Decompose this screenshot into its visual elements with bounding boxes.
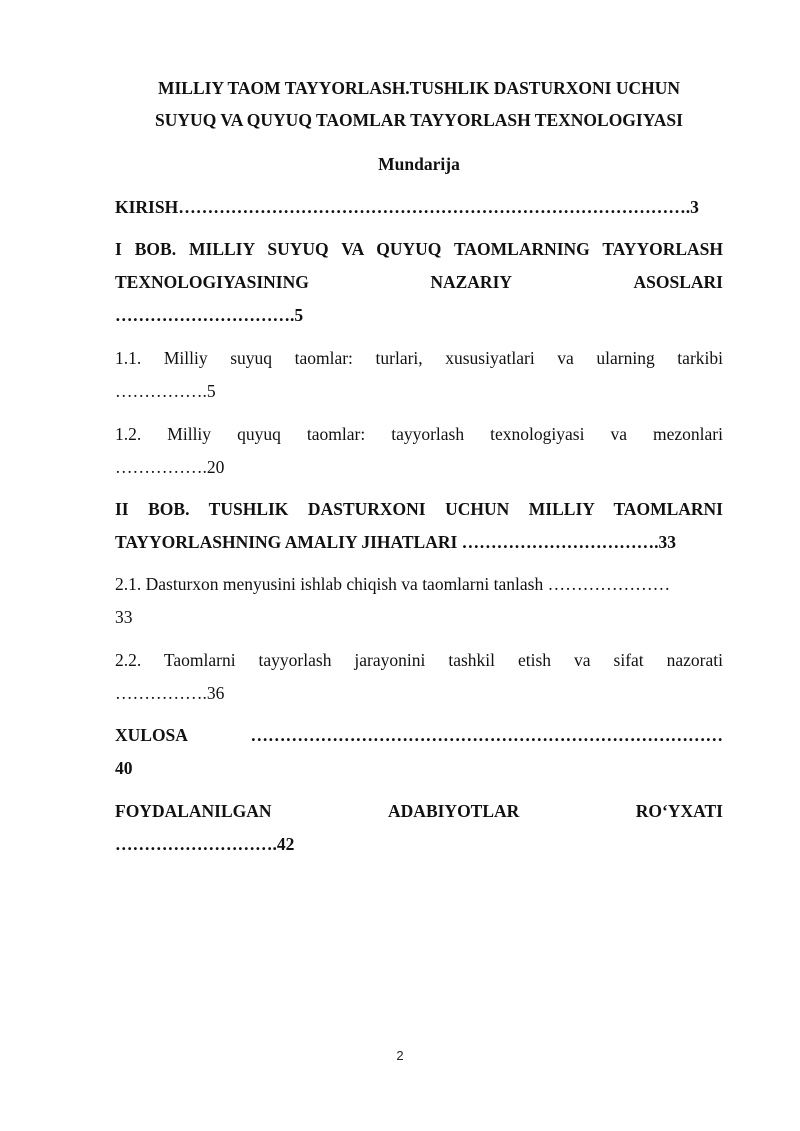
toc-2-1-line-1: 2.1. Dasturxon menyusini ishlab chiqish va taomlarni tanlash ………………… <box>115 574 671 594</box>
toc-entry-references <box>115 795 723 861</box>
toc-references-line-1 <box>115 795 723 828</box>
toc-xulosa-label: XULOSA <box>115 725 188 745</box>
toc-1-1-line-2: …………….5 <box>115 381 216 401</box>
toc-bob1-line-3: ………………………….5 <box>115 305 304 325</box>
toc-entry-2-2 <box>115 644 723 710</box>
toc-references-word-2: ADABIYOTLAR <box>388 801 520 821</box>
toc-bob1-line-1: I BOB. MILLIY SUYUQ VA QUYUQ TAOMLARNING TAYYORLASH <box>115 239 723 259</box>
contents-heading: Mundarija <box>378 154 460 174</box>
toc-1-2-line-1: 1.2. Milliy quyuq taomlar: tayyorlash texnologiyasi va mezonlari <box>115 424 723 444</box>
toc-2-2-line-2: …………….36 <box>115 683 225 703</box>
toc-entry-2-1 <box>115 568 723 634</box>
toc-bob1-word-2: NAZARIY <box>430 272 513 292</box>
toc-bob1-line-2 <box>115 266 723 299</box>
document-title-line-2: SUYUQ VA QUYUQ TAOMLAR TAYYORLASH TEXNOLOGIYASI <box>155 110 683 130</box>
toc-entry-1-1 <box>115 342 723 408</box>
toc-kirish-text: KIRISH…………………………………………………………………………….3 <box>115 197 699 217</box>
toc-1-2-line-2: …………….20 <box>115 457 225 477</box>
toc-1-1-line-1: 1.1. Milliy suyuq taomlar: turlari, xususiyatlari va ularning tarkibi <box>115 348 723 368</box>
toc-2-1-line-2: 33 <box>115 607 133 627</box>
toc-xulosa-dots: ……………………………………………………………………… <box>250 725 723 745</box>
toc-references-line-2: ……………………….42 <box>115 834 295 854</box>
toc-entry-xulosa <box>115 719 723 785</box>
document-title-line-1: MILLIY TAOM TAYYORLASH.TUSHLIK DASTURXONI UCHUN <box>157 78 680 98</box>
toc-2-2-line-1: 2.2. Taomlarni tayyorlash jarayonini tashkil etish va sifat nazorati <box>115 650 723 670</box>
toc-entry-1-2 <box>115 418 723 484</box>
toc-bob1-word-1: TEXNOLOGIYASINING <box>115 272 309 292</box>
toc-xulosa-line-1 <box>115 719 723 752</box>
toc-bob2-line-1: II BOB. TUSHLIK DASTURXONI UCHUN MILLIY TAOMLARNI <box>115 499 723 519</box>
toc-bob1-word-3: ASOSLARI <box>633 272 723 292</box>
toc-xulosa-page: 40 <box>115 758 133 778</box>
toc-references-word-1: FOYDALANILGAN <box>115 801 272 821</box>
page-number: 2 <box>396 1048 404 1063</box>
toc-references-word-3: RO‘YXATI <box>635 801 723 821</box>
toc-entry-bob-1 <box>115 233 723 332</box>
toc-entry-bob-2 <box>115 493 723 559</box>
toc-bob2-line-2: TAYYORLASHNING AMALIY JIHATLARI …………………………….33 <box>115 532 677 552</box>
toc-entry-kirish <box>115 191 723 224</box>
